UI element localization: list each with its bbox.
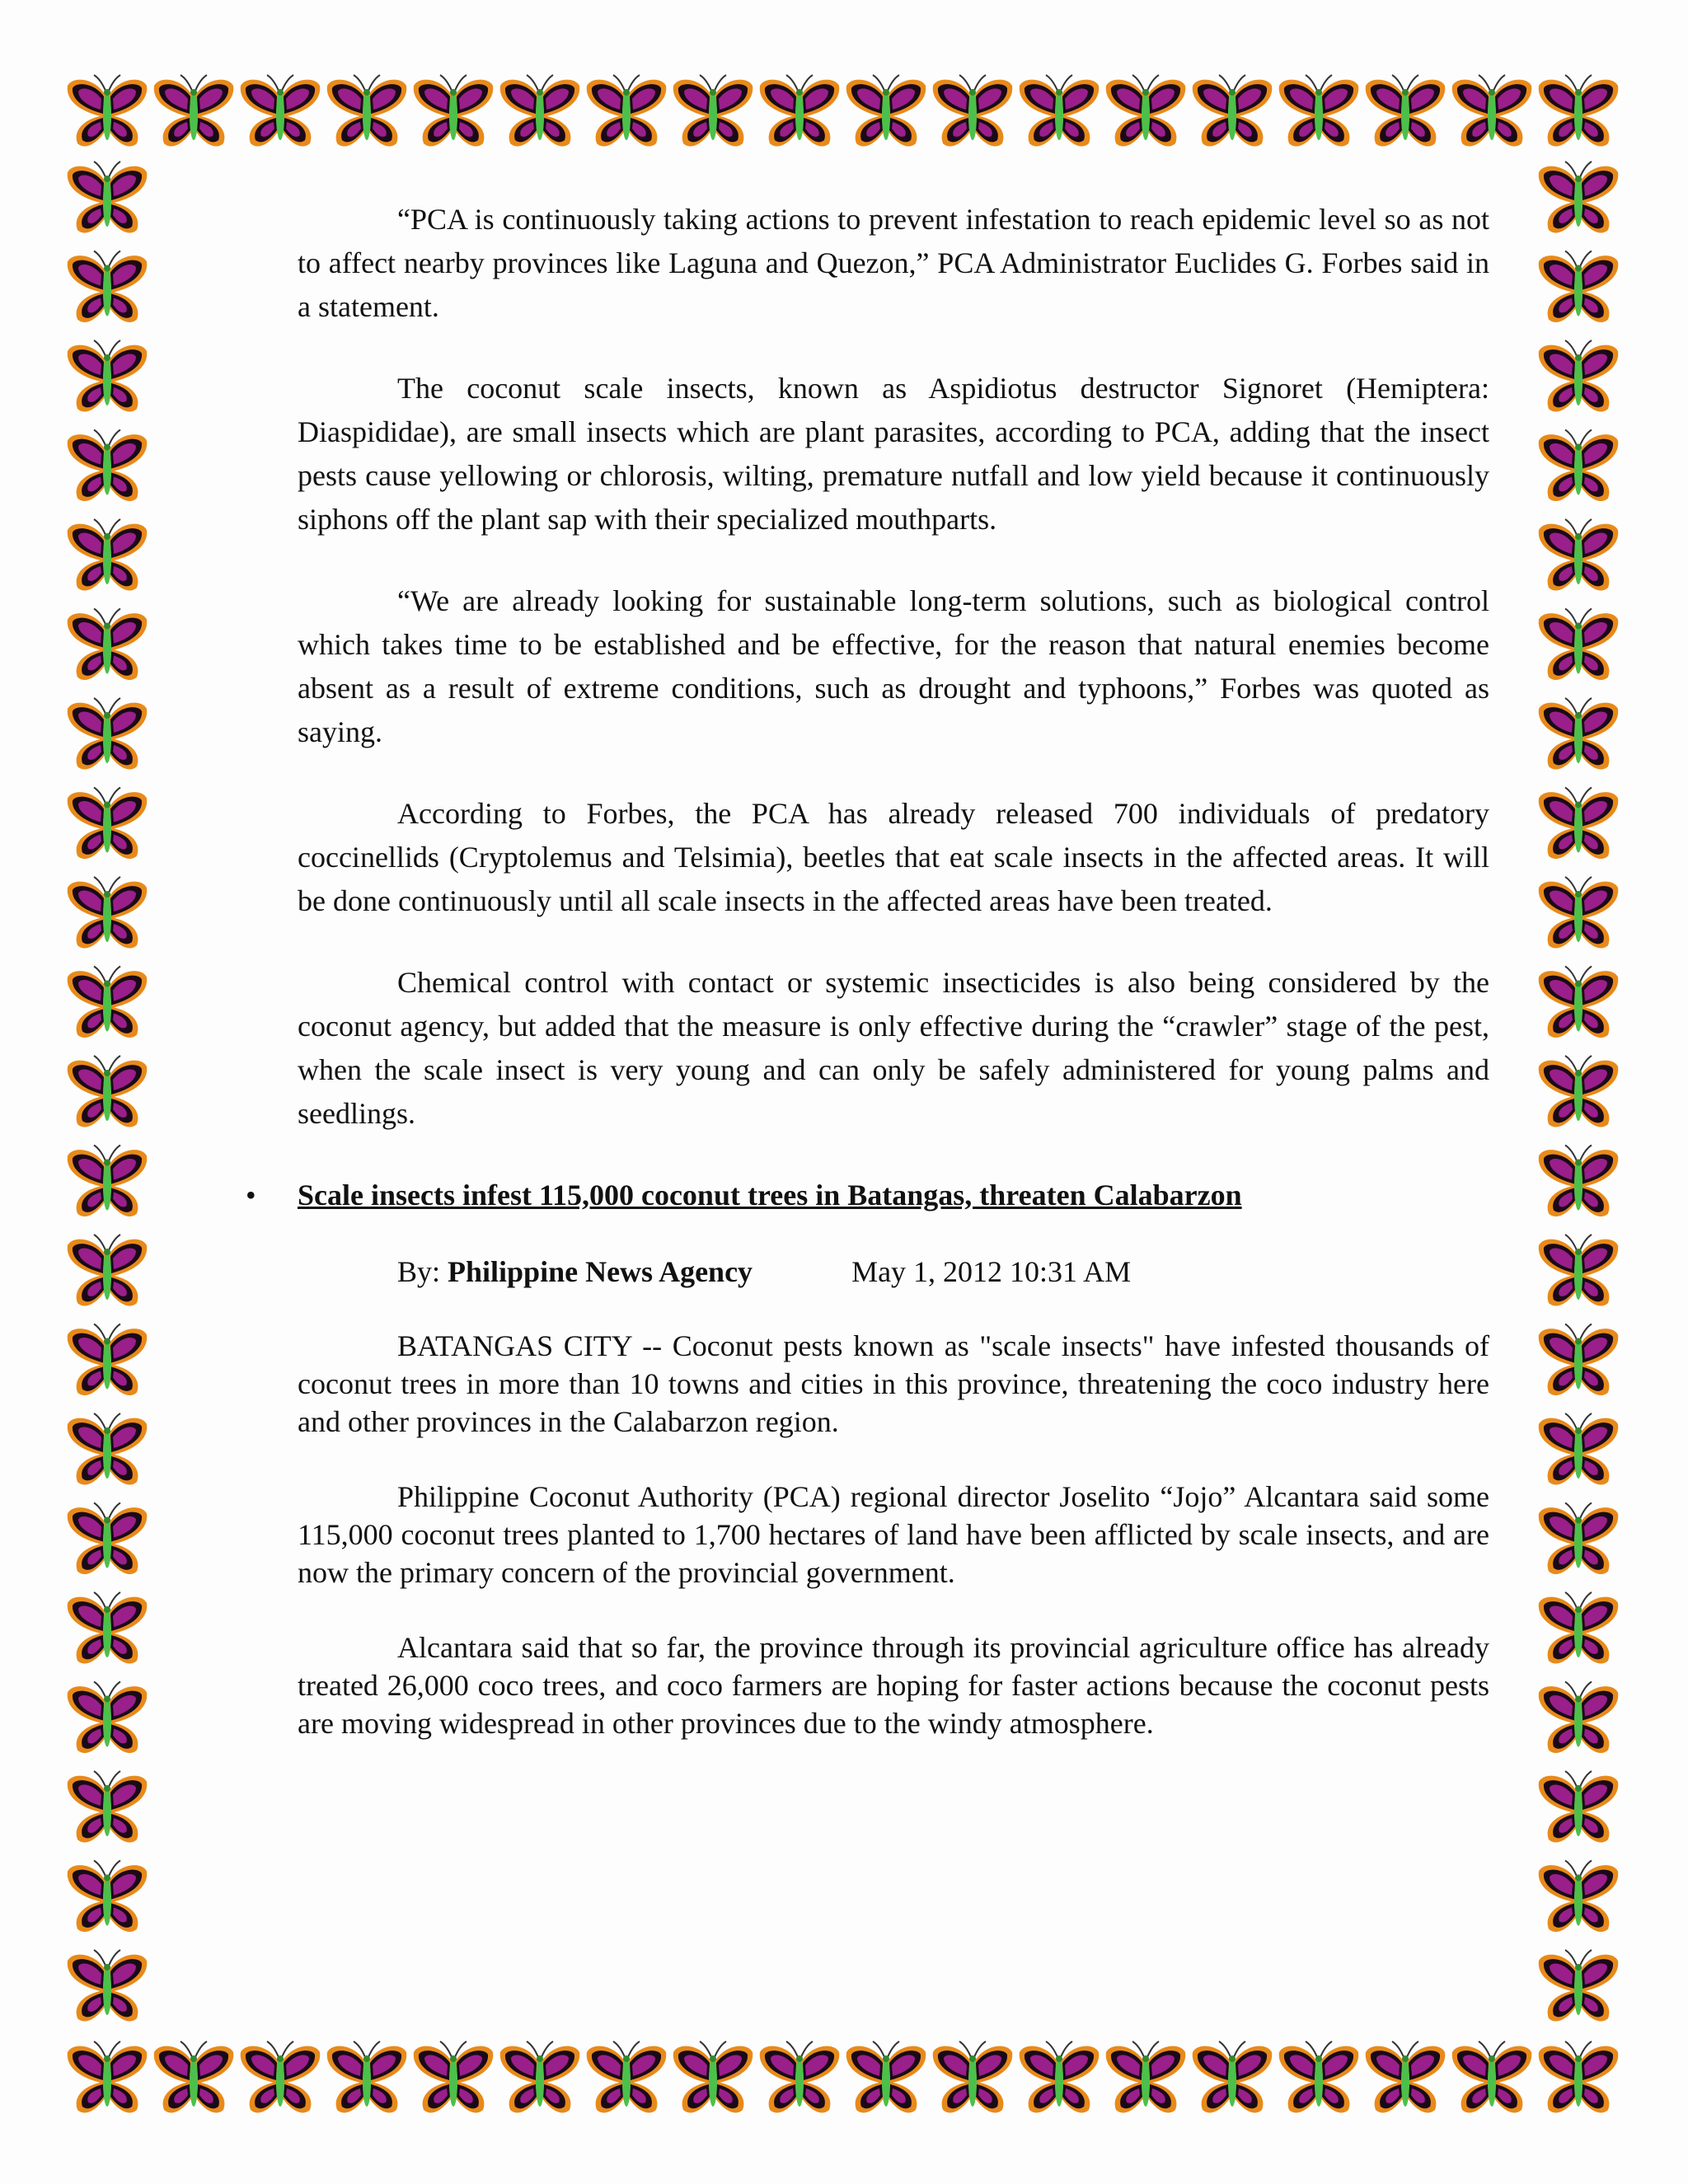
butterfly-icon [1193, 2041, 1272, 2113]
butterfly-icon [846, 2041, 926, 2113]
butterfly-icon [68, 251, 147, 323]
butterfly-icon [1539, 1592, 1618, 1664]
article2-headline-row [246, 1174, 1489, 1217]
butterfly-icon [1539, 75, 1618, 147]
butterfly-icon [68, 1146, 147, 1217]
butterfly-icon [68, 1950, 147, 2022]
butterfly-icon [500, 75, 579, 147]
butterfly-icon [1193, 75, 1272, 147]
butterfly-icon [1539, 1235, 1618, 1306]
butterfly-icon [1539, 788, 1618, 860]
bullet-icon: • [246, 1179, 256, 1212]
butterfly-icon [1539, 609, 1618, 681]
butterfly-icon [68, 967, 147, 1038]
butterfly-icon [154, 2041, 233, 2113]
butterfly-icon [68, 1413, 147, 1485]
butterfly-icon [1539, 1682, 1618, 1754]
butterfly-icon [1539, 162, 1618, 233]
butterfly-icon [1106, 2041, 1185, 2113]
butterfly-icon [1539, 340, 1618, 412]
article1-paragraph-1: “PCA is continuously taking actions to prevent infestation to reach epidemic level so as not to affect nearby provinces like Laguna and Quezon,” PCA Administrator Euclides G. Forbes said in a statement. [298, 203, 1489, 323]
butterfly-icon [1539, 519, 1618, 591]
butterfly-icon [587, 2041, 666, 2113]
article2-paragraph-3: Alcantara said that so far, the province through its provincial agriculture office has already treated 26,000 coco trees, and coco farmers are hoping for faster actions because the coconut pests are moving widespread in other provinces due to the windy atmosphere. [298, 1631, 1489, 1740]
butterfly-icon [327, 75, 406, 147]
butterfly-icon [1539, 1413, 1618, 1485]
butterfly-icon [414, 75, 493, 147]
butterfly-icon [933, 2041, 1012, 2113]
butterfly-icon [1539, 1146, 1618, 1217]
butterfly-icon [68, 162, 147, 233]
butterfly-icon [241, 2041, 320, 2113]
butterfly-icon [68, 2041, 147, 2113]
butterfly-icon [1539, 877, 1618, 949]
butterfly-icon [68, 430, 147, 502]
butterfly-icon [68, 1503, 147, 1575]
butterfly-icon [1452, 2041, 1531, 2113]
butterfly-icon [846, 75, 926, 147]
butterfly-icon [68, 877, 147, 949]
butterfly-icon [1106, 75, 1185, 147]
article1-paragraph-4: According to Forbes, the PCA has already released 700 individuals of predatory coccinellids (Cryptolemus and Telsimia), beetles that eat scale insects in the affected areas. It will be done continuously until all scale insects in the affected areas have been treated. [298, 797, 1489, 917]
article2-paragraph-2: Philippine Coconut Authority (PCA) regional director Joselito “Jojo” Alcantara said some 115,000 coconut trees planted to 1,700 hectares of land have been afflicted by scale insects, and are now the primary concern of the provincial government. [298, 1480, 1489, 1589]
butterfly-icon [68, 1861, 147, 1933]
article1-paragraph-2: The coconut scale insects, known as Aspidiotus destructor Signoret (Hemiptera: Diaspididae), are small insects which are plant parasites, according to PCA, adding that the insect pests cause yellowing or chlorosis, wilting, premature nutfall and low yield because it continuously siphons off the plant sap with their specialized mouthparts. [298, 372, 1489, 536]
butterfly-icon [1539, 251, 1618, 323]
butterfly-icon [587, 75, 666, 147]
butterfly-icon [154, 75, 233, 147]
butterfly-icon [68, 788, 147, 860]
butterfly-icon [1539, 1324, 1618, 1396]
byline-label: By: [397, 1255, 448, 1288]
butterfly-icon [1020, 2041, 1099, 2113]
butterfly-icon [1366, 2041, 1445, 2113]
butterfly-icon [68, 1682, 147, 1754]
butterfly-icon [1279, 2041, 1358, 2113]
butterfly-icon [673, 75, 753, 147]
butterfly-icon [241, 75, 320, 147]
byline-date: May 1, 2012 10:31 AM [851, 1255, 1132, 1288]
butterfly-icon [327, 2041, 406, 2113]
butterfly-icon [1539, 1503, 1618, 1575]
butterfly-icon [1279, 75, 1358, 147]
butterfly-icon [760, 75, 839, 147]
butterfly-icon [1539, 2041, 1618, 2113]
butterfly-icon [500, 2041, 579, 2113]
butterfly-icon [1539, 967, 1618, 1038]
butterfly-icon [68, 1324, 147, 1396]
butterfly-icon [68, 340, 147, 412]
butterfly-icon [673, 2041, 753, 2113]
butterfly-icon [1539, 430, 1618, 502]
butterfly-icon [414, 2041, 493, 2113]
document-body [246, 198, 1489, 1779]
butterfly-icon [1452, 75, 1531, 147]
butterfly-icon [1539, 1771, 1618, 1843]
butterfly-icon [68, 1592, 147, 1664]
article2-byline [397, 1250, 1489, 1294]
article1-paragraph-5: Chemical control with contact or systemic insecticides is also being considered by the coconut agency, but added that the measure is only effective during the “crawler” stage of the pest, when the scale insect is very young and can only be safely administered for young palms and seedlings. [298, 966, 1489, 1130]
butterfly-icon [68, 698, 147, 770]
butterfly-icon [68, 609, 147, 681]
byline-agency: Philippine News Agency [448, 1255, 753, 1288]
butterfly-icon [1020, 75, 1099, 147]
butterfly-icon [760, 2041, 839, 2113]
butterfly-icon [1539, 1861, 1618, 1933]
butterfly-icon [68, 519, 147, 591]
butterfly-icon [933, 75, 1012, 147]
butterfly-icon [68, 75, 147, 147]
article1-paragraph-3: “We are already looking for sustainable long-term solutions, such as biological control which takes time to be established and be effective, for the reason that natural enemies become absent as a result of extreme conditions, such as drought and typhoons,” Forbes was quoted as saying. [298, 584, 1489, 748]
butterfly-icon [68, 1235, 147, 1306]
article2-paragraph-1: BATANGAS CITY -- Coconut pests known as "scale insects" have infested thousands of coconut trees in more than 10 towns and cities in this province, threatening the coco industry here and other provinces in the Calabarzon region. [298, 1329, 1489, 1438]
butterfly-icon [1539, 698, 1618, 770]
butterfly-icon [68, 1771, 147, 1843]
butterfly-icon [68, 1056, 147, 1127]
butterfly-icon [1366, 75, 1445, 147]
article2-headline: Scale insects infest 115,000 coconut trees in Batangas, threaten Calabarzon [298, 1179, 1242, 1212]
butterfly-icon [1539, 1950, 1618, 2022]
butterfly-icon [1539, 1056, 1618, 1127]
